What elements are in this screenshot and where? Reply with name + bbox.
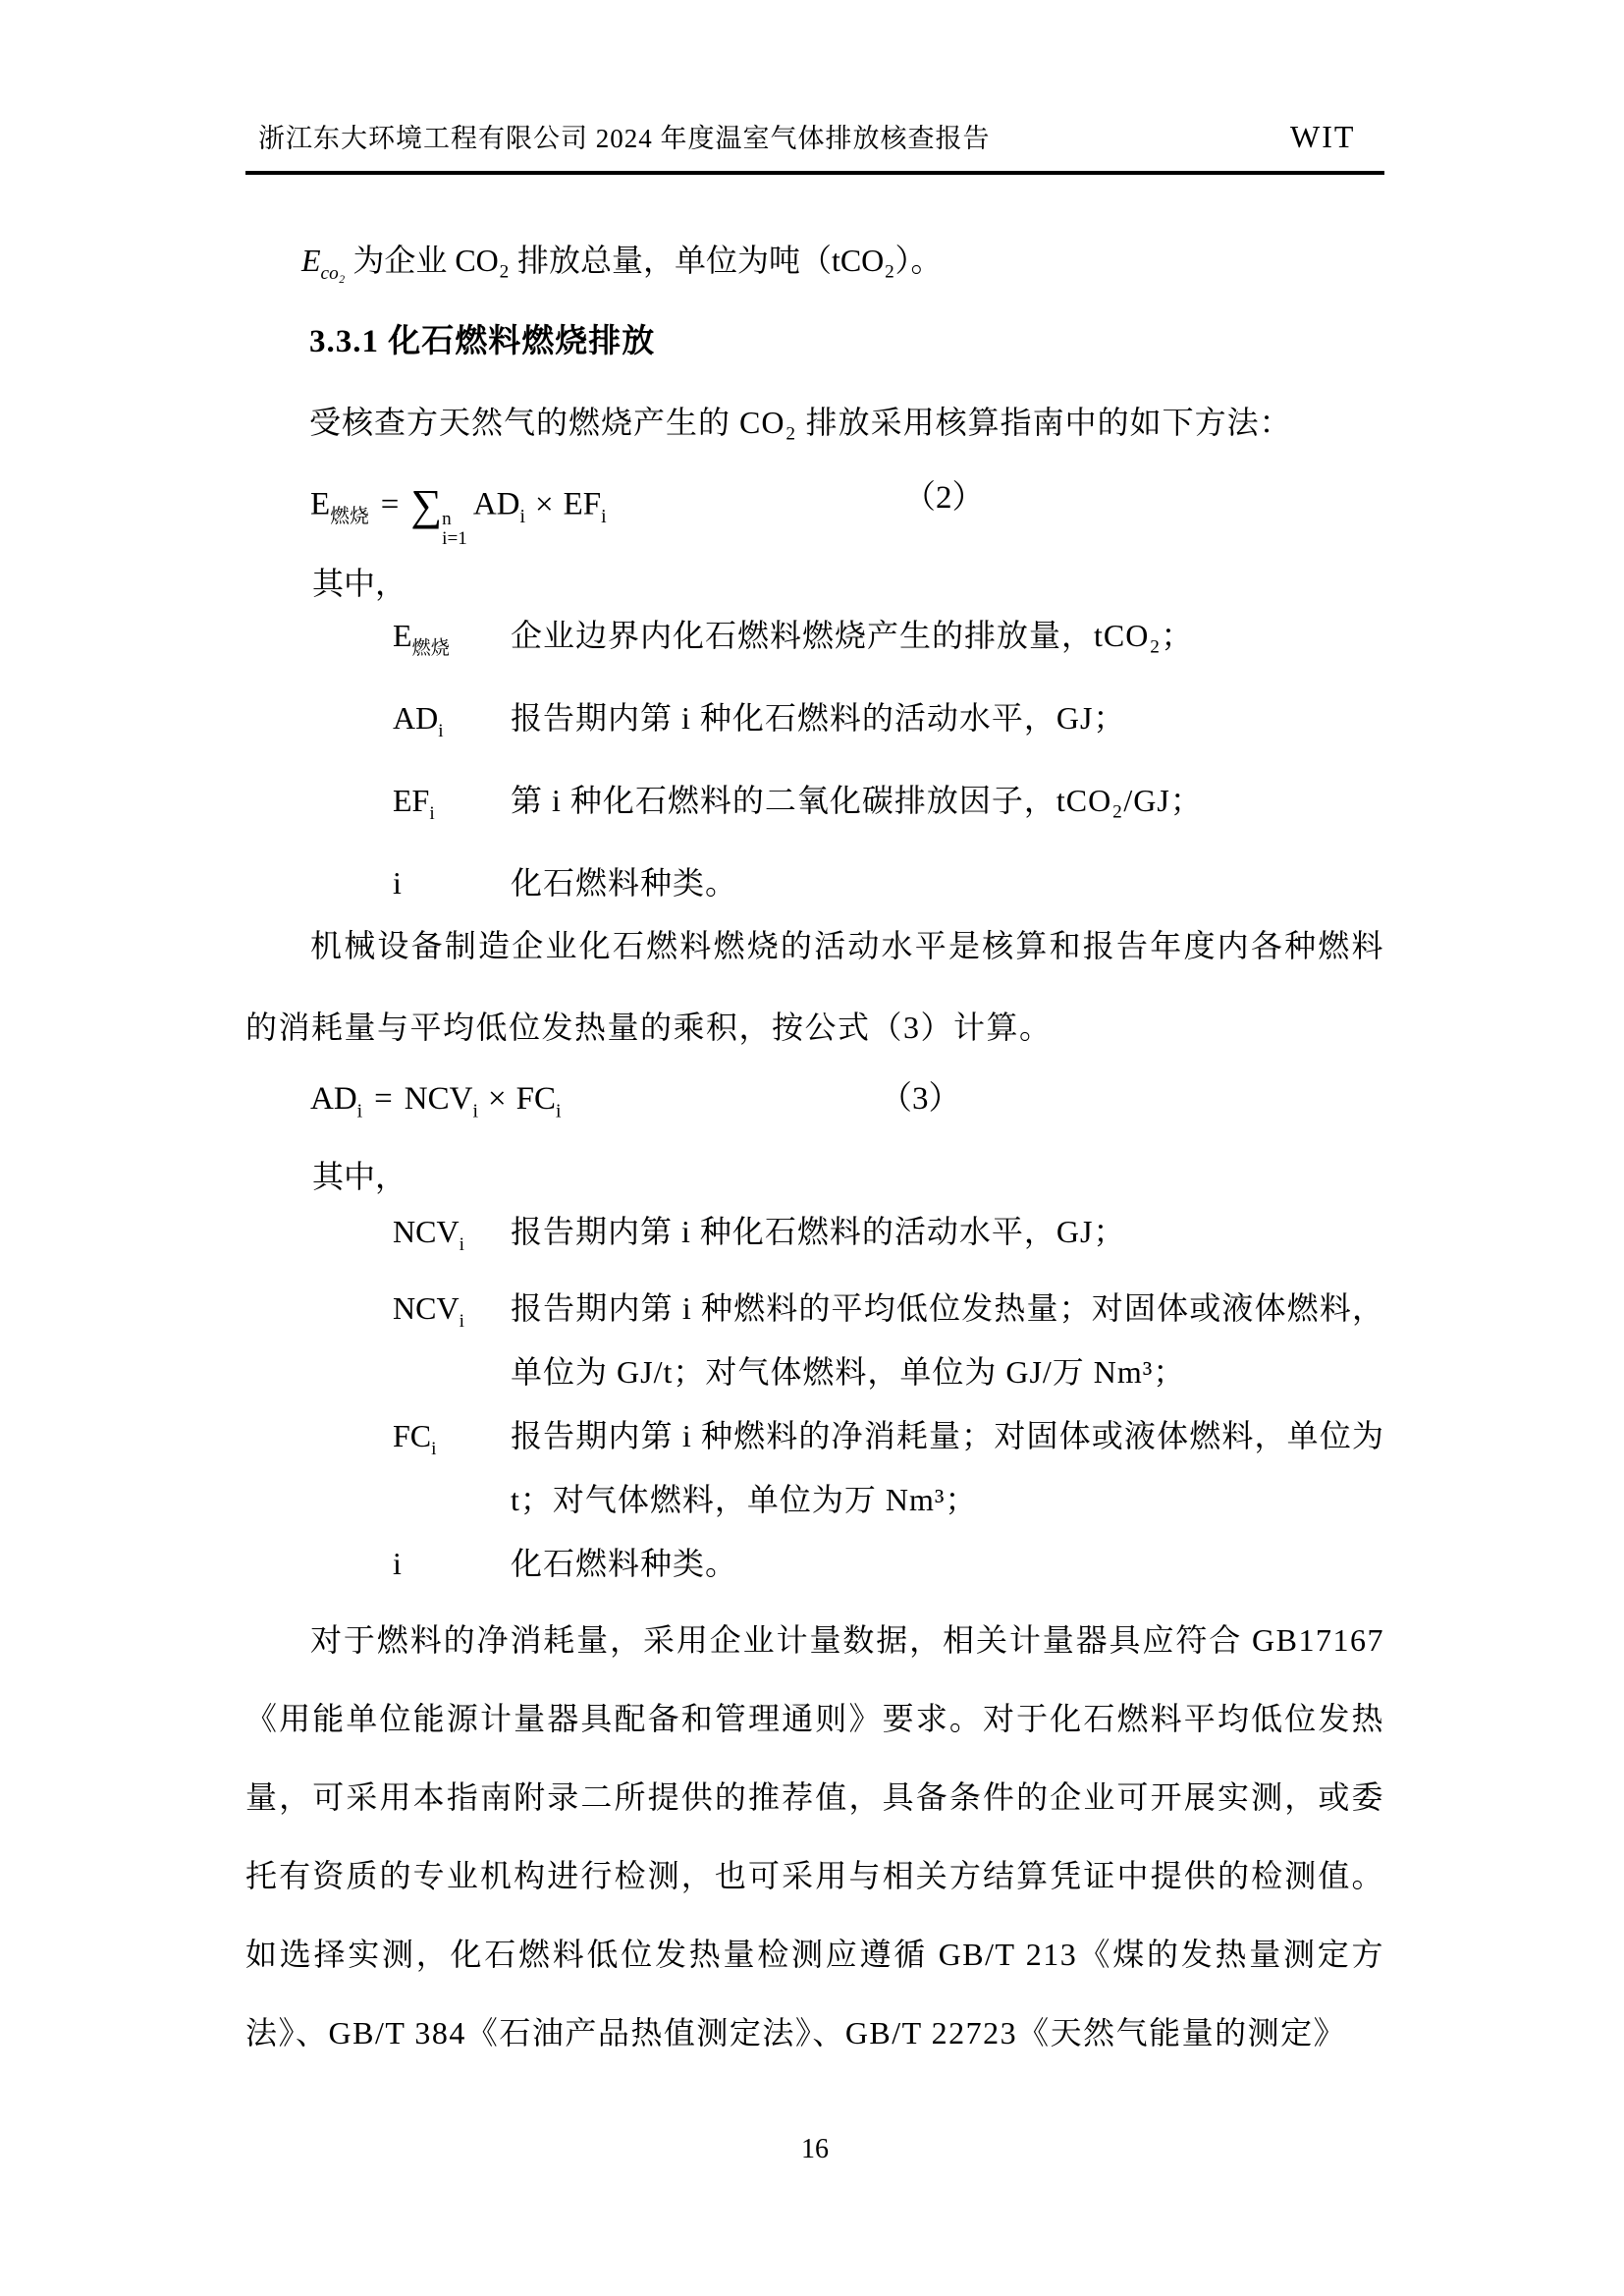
header-org-mark: WIT <box>1290 119 1356 154</box>
definition-symbol: $E_{燃烧}$ <box>393 618 450 660</box>
multiplication-sign: × <box>534 486 554 522</box>
method-intro-paragraph: 受核查方天然气的燃烧产生的 CO₂ 排放采用核算指南中的如下方法： <box>309 405 1292 440</box>
intro-text: 为企业 CO₂ 排放总量，单位为吨（tCO₂）。 <box>345 243 943 278</box>
definition-description: 化石燃料种类。 <box>511 865 738 902</box>
formula-2-term2-subscript: i <box>601 505 607 527</box>
summation-icon: ∑ <box>410 480 443 529</box>
definition-row <box>245 1532 1384 1609</box>
variable-e-total: E <box>301 243 321 278</box>
summation-upper-limit: n <box>442 509 452 530</box>
definition-symbol: i <box>393 1546 402 1582</box>
definition-symbol: $FC_i$ <box>393 1418 437 1460</box>
definition-row <box>245 1200 1384 1277</box>
where-label-1: 其中， <box>312 566 407 601</box>
activity-level-paragraph: 机械设备制造企业化石燃料燃烧的活动水平是核算和报告年度内各种燃料的消耗量与平均低位发热量的乘积，按公式（3）计算。 <box>245 928 1384 1045</box>
definition-symbol: $EF_i$ <box>393 783 435 825</box>
definition-row <box>245 766 1384 848</box>
definition-row <box>245 1404 1384 1532</box>
definition-symbol: $NCV_i$ <box>393 1214 464 1256</box>
definition-symbol: $AD_i$ <box>393 700 444 742</box>
report-header-title: 浙江东大环境工程有限公司 2024 年度温室气体排放核查报告 <box>258 124 991 153</box>
formula-3-term2-subscript: i <box>555 1100 562 1122</box>
page-number: 16 <box>801 2134 829 2164</box>
variable-e-total-subscript: co₂ <box>320 263 346 285</box>
formula-3-lhs: AD <box>310 1081 357 1117</box>
formula-2-number: （2） <box>903 480 985 516</box>
definition-symbol: i <box>393 865 402 902</box>
summation-limits <box>442 510 467 549</box>
multiplication-sign: × <box>487 1081 507 1117</box>
definition-list-2 <box>245 1200 1384 1609</box>
formula-2-term1: AD <box>472 486 520 522</box>
where-label-2: 其中， <box>312 1159 407 1194</box>
equals-sign: = <box>374 1081 393 1117</box>
formula-2 <box>310 479 1384 549</box>
formula-3-term2: FC <box>515 1081 556 1117</box>
definition-description: 报告期内第 i 种燃料的净消耗量；对固体或液体燃料，单位为 t；对气体燃料，单位为万 Nm³； <box>511 1418 1384 1518</box>
definition-description: 报告期内第 i 种化石燃料的活动水平，GJ； <box>511 1214 1126 1249</box>
formula-3-term1: NCV <box>404 1081 473 1117</box>
formula-2-lhs: E <box>310 486 331 522</box>
definition-description: 报告期内第 i 种化石燃料的活动水平，GJ； <box>511 700 1126 737</box>
summation-lower-limit: i=1 <box>442 528 467 550</box>
definition-row <box>245 1277 1384 1404</box>
intro-line <box>301 244 942 284</box>
formula-2-term2: EF <box>563 486 602 522</box>
formula-3-number: （3） <box>880 1081 961 1117</box>
formula-2-lhs-subscript: 燃烧 <box>330 505 369 527</box>
definition-row <box>245 683 1384 766</box>
equals-sign: = <box>380 486 400 522</box>
header-rule <box>245 171 1384 175</box>
definition-description: 企业边界内化石燃料燃烧产生的排放量，tCO₂； <box>511 618 1194 653</box>
definition-list-1 <box>245 601 1384 931</box>
section-heading: 3.3.1 化石燃料燃烧排放 <box>309 324 656 359</box>
formula-3-term1-subscript: i <box>472 1100 478 1122</box>
definition-symbol: $NCV_i$ <box>393 1290 464 1333</box>
formula-3 <box>310 1080 1384 1123</box>
measurement-requirements-paragraph: 对于燃料的净消耗量，采用企业计量数据，相关计量器具应符合 GB17167《用能单位能源计量器具配备和管理通则》要求。对于化石燃料平均低位发热量，可采用本指南附录二所提供的推荐值，具备条件的企业可开展实测，或委托有资质的专业机构进行检测，也可采用与相关方结算凭证中提供的检测值。如选择实测，化石燃料低位发热量检测应遵循 GB/T 213《煤的发热量测定方法》、GB/T 384《石油产品热值测定法》、GB/T 22723《天然气能量的测定》 <box>245 1622 1384 2050</box>
definition-description: 化石燃料种类。 <box>511 1546 738 1582</box>
definition-row <box>245 601 1384 683</box>
definition-description: 报告期内第 i 种燃料的平均低位发热量；对固体或液体燃料，单位为 GJ/t；对气体燃料，单位为 GJ/万 Nm³； <box>511 1290 1384 1391</box>
definition-description: 第 i 种化石燃料的二氧化碳排放因子，tCO₂/GJ； <box>511 783 1203 819</box>
formula-2-term1-subscript: i <box>519 505 525 527</box>
formula-3-lhs-subscript: i <box>356 1100 363 1122</box>
